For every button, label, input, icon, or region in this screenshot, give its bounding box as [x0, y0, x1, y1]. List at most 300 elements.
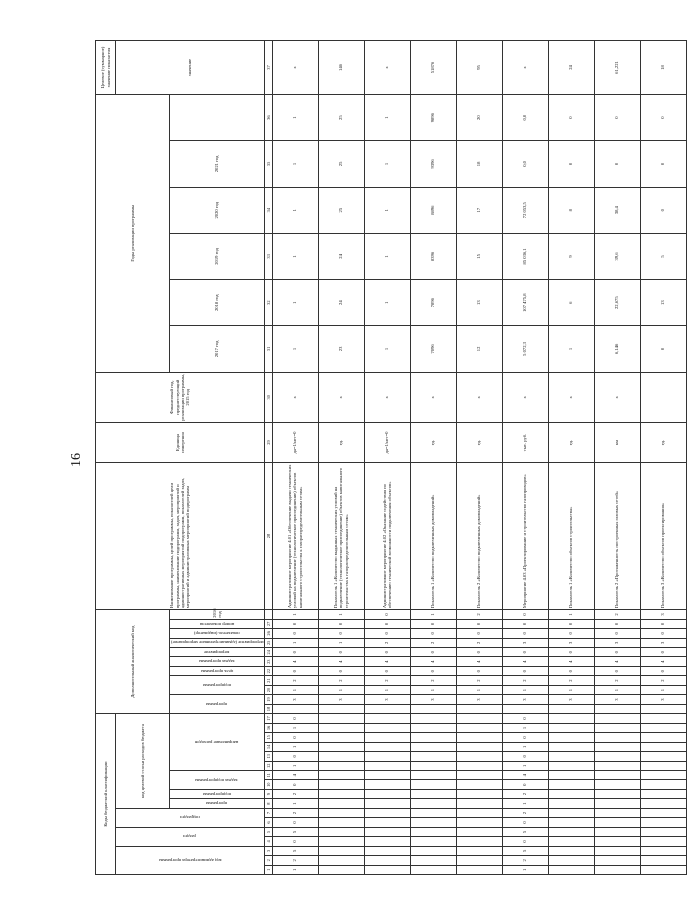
row-y2019-cell: 25	[318, 187, 364, 233]
column-number: 3	[264, 846, 272, 855]
page-number: 16	[69, 453, 84, 467]
code-cell	[594, 752, 640, 761]
code-cell	[410, 771, 456, 780]
code-cell: 2	[456, 610, 502, 620]
code-cell	[594, 771, 640, 780]
code-cell: 0	[502, 837, 548, 846]
code-cell	[594, 742, 640, 751]
code-cell: 2	[272, 808, 318, 817]
code-cell: 1	[502, 865, 548, 874]
code-cell: 2	[318, 676, 364, 685]
table-row	[456, 41, 502, 875]
row-unit-cell: ед.	[548, 423, 594, 463]
code-cell	[456, 714, 502, 724]
table-row	[502, 41, 548, 875]
code-cell: 0	[410, 648, 456, 657]
code-cell: 0	[272, 780, 318, 789]
row-y2019-cell: 0	[640, 187, 686, 233]
header-col-extra-5	[170, 619, 265, 628]
column-number: 26	[264, 629, 272, 638]
code-cell	[548, 837, 594, 846]
row-y2020-cell: 0	[594, 141, 640, 187]
code-cell	[640, 865, 686, 874]
code-cell: 1	[548, 685, 594, 694]
header-col-extra-4	[170, 629, 265, 638]
column-number: 22	[264, 666, 272, 675]
row-y2017-cell: 107 475,8	[502, 280, 548, 326]
header-year-2018: 2018 год	[170, 280, 265, 326]
column-number: 31	[264, 326, 272, 372]
code-cell: 0	[410, 629, 456, 638]
code-cell: 0	[272, 629, 318, 638]
code-cell	[548, 704, 594, 713]
table-row	[318, 41, 364, 875]
code-cell	[318, 704, 364, 713]
header-col-program-text: программа	[206, 801, 228, 807]
column-number: 19	[264, 695, 272, 704]
row-name-cell: Показатель 1 «Количество подключенных домовладений»	[410, 462, 456, 609]
column-number: 27	[264, 619, 272, 628]
code-cell	[640, 799, 686, 808]
code-cell	[364, 808, 410, 817]
column-number: 32	[264, 280, 272, 326]
row-y2020-cell: 25	[318, 141, 364, 187]
code-cell	[640, 837, 686, 846]
row-y2017-cell: 1	[364, 280, 410, 326]
header-col-main-activity	[170, 771, 265, 790]
row-unit-cell: тыс. руб.	[502, 423, 548, 463]
code-cell: 0	[502, 619, 548, 628]
code-cell: 3	[640, 638, 686, 647]
table-row	[640, 41, 686, 875]
header-col-extra-1-text: задача программы	[198, 659, 235, 665]
code-cell: 4	[456, 657, 502, 666]
code-cell	[364, 723, 410, 732]
code-cell	[364, 771, 410, 780]
code-cell: 1	[272, 799, 318, 808]
code-cell: 0	[456, 648, 502, 657]
column-number: 34	[264, 187, 272, 233]
header-year-2019: 2019 год	[170, 233, 265, 279]
code-cell	[548, 799, 594, 808]
code-cell: 1	[640, 685, 686, 694]
code-cell	[410, 818, 456, 827]
code-cell	[410, 789, 456, 798]
code-cell: 0	[272, 619, 318, 628]
row-y2019-cell: 72 053,5	[502, 187, 548, 233]
row-y2021-cell: 0	[548, 95, 594, 141]
row-y2017-cell: 24	[318, 280, 364, 326]
code-cell: 2	[548, 676, 594, 685]
code-cell: 0	[272, 837, 318, 846]
row-unit-cell: ед.	[318, 423, 364, 463]
code-cell	[456, 752, 502, 761]
code-cell: 4	[410, 657, 456, 666]
row-y2020-cell: 0	[640, 141, 686, 187]
code-cell	[364, 714, 410, 724]
row-finance-cell: х	[456, 372, 502, 422]
header-budget-codes: Коды бюджетной классификации	[96, 714, 116, 875]
code-cell	[318, 827, 364, 836]
code-cell	[364, 865, 410, 874]
column-number: 36	[264, 95, 272, 141]
code-cell	[318, 789, 364, 798]
code-cell: 1	[502, 685, 548, 694]
code-cell: 4	[272, 771, 318, 780]
row-y2020-cell: 9396	[410, 141, 456, 187]
code-cell	[318, 808, 364, 817]
code-cell: 4	[502, 657, 548, 666]
code-cell: 1	[272, 610, 318, 620]
code-cell	[364, 827, 410, 836]
header-finance: Финансовый год, предшествующий реализации программы, 2015 год	[96, 372, 265, 422]
code-cell: 0	[456, 666, 502, 675]
code-cell	[548, 846, 594, 855]
column-number: 1	[264, 865, 272, 874]
code-cell	[318, 752, 364, 761]
column-number: 8	[264, 799, 272, 808]
code-cell	[640, 771, 686, 780]
code-cell: 1	[502, 799, 548, 808]
column-number: 30	[264, 372, 272, 422]
code-cell	[594, 846, 640, 855]
table-row	[594, 41, 640, 875]
row-y2017-cell: 13	[456, 280, 502, 326]
code-cell	[548, 733, 594, 742]
row-finance-cell	[640, 372, 686, 422]
row-final-cell: х	[502, 41, 548, 95]
row-y2020-cell: 0	[548, 141, 594, 187]
code-cell: 3	[594, 638, 640, 647]
row-finance-cell: х	[318, 372, 364, 422]
row-y2019-cell: 1	[272, 187, 318, 233]
header-section-text: раздел	[183, 834, 197, 840]
code-cell: 0	[594, 619, 640, 628]
column-number: 13	[264, 752, 272, 761]
row-y2016-cell: 1	[364, 326, 410, 372]
code-cell	[640, 723, 686, 732]
header-col-task	[170, 666, 265, 675]
code-cell: 0	[410, 619, 456, 628]
code-cell: 0	[548, 629, 594, 638]
code-cell	[548, 723, 594, 732]
code-cell	[318, 742, 364, 751]
column-number: 5	[264, 827, 272, 836]
code-cell	[410, 837, 456, 846]
code-cell: 1	[272, 723, 318, 732]
header-admin-code-text: код администратора программы	[158, 857, 222, 863]
table-row	[548, 41, 594, 875]
code-cell: 1	[456, 685, 502, 694]
column-number: 16	[264, 723, 272, 732]
header-col-activity-dir	[170, 714, 265, 771]
code-cell	[640, 742, 686, 751]
program-indicators-table	[95, 40, 687, 875]
code-cell: 5	[272, 827, 318, 836]
table-row	[410, 41, 456, 875]
row-unit-cell: км	[594, 423, 640, 463]
header-section	[116, 827, 265, 846]
row-y2017-cell: 1	[272, 280, 318, 326]
row-y2020-cell: 1	[272, 141, 318, 187]
row-name-cell: Показатель 3 «Количество объектов проектирования»	[640, 462, 686, 609]
column-number: 28	[264, 462, 272, 609]
header-extra-code: Дополнительный аналитический код	[96, 610, 170, 714]
row-y2018-cell: 39,6	[594, 233, 640, 279]
code-cell	[502, 704, 548, 713]
code-cell	[594, 856, 640, 865]
header-col-subprogram	[170, 789, 265, 798]
column-number: 29	[264, 423, 272, 463]
row-y2018-cell: 24	[318, 233, 364, 279]
row-finance-cell: х	[594, 372, 640, 422]
column-number: 10	[264, 780, 272, 789]
row-unit-cell: ед.	[410, 423, 456, 463]
header-year-2021: 2021 год	[170, 141, 265, 187]
header-col-subprogram-code-text: подпрограмма	[202, 683, 231, 688]
code-cell: 1	[318, 638, 364, 647]
code-cell	[364, 818, 410, 827]
code-cell: 1	[272, 638, 318, 647]
code-cell	[318, 723, 364, 732]
header-col-subprogram-text: подпрограмма	[202, 791, 231, 797]
row-y2016-cell: 12	[456, 326, 502, 372]
code-cell: 0	[318, 648, 364, 657]
row-final-cell: 24	[548, 41, 594, 95]
code-cell	[456, 780, 502, 789]
header-col-extra-5-text: номер показателя	[199, 621, 234, 627]
code-cell: 3	[502, 695, 548, 704]
column-number: 4	[264, 837, 272, 846]
code-cell	[640, 752, 686, 761]
code-cell	[456, 723, 502, 732]
column-number: 12	[264, 761, 272, 770]
code-cell	[364, 733, 410, 742]
column-number: 11	[264, 771, 272, 780]
code-cell	[594, 808, 640, 817]
code-cell	[318, 856, 364, 865]
code-cell: 1	[548, 610, 594, 620]
code-cell: 3	[318, 695, 364, 704]
column-number: 20	[264, 685, 272, 694]
column-number: 6	[264, 818, 272, 827]
header-subsection-text: подраздел	[179, 815, 200, 821]
header-col-activity-dir-text: направление расходов	[195, 739, 239, 745]
code-cell	[410, 704, 456, 713]
code-cell: 0	[594, 629, 640, 638]
code-cell	[456, 827, 502, 836]
code-cell	[410, 865, 456, 874]
code-cell	[548, 780, 594, 789]
header-col-program-code-text: программа	[206, 701, 228, 707]
code-cell	[318, 771, 364, 780]
row-unit-cell: да=1/нет=0	[272, 423, 318, 463]
code-cell	[364, 742, 410, 751]
code-cell	[318, 799, 364, 808]
code-cell: 4	[318, 657, 364, 666]
code-cell	[594, 799, 640, 808]
code-cell: 0	[318, 629, 364, 638]
row-name-cell: Показатель 2 «Протяженность построенных газовых сетей»	[594, 462, 640, 609]
column-number: 14	[264, 742, 272, 751]
row-name-cell: Показатель 1 «Количество объектов строительства»	[548, 462, 594, 609]
code-cell: 2	[272, 856, 318, 865]
row-y2021-cell: 0,0	[502, 95, 548, 141]
code-cell	[410, 733, 456, 742]
code-cell	[364, 789, 410, 798]
code-cell: 1	[318, 610, 364, 620]
column-number: 9	[264, 789, 272, 798]
code-cell: 3	[640, 695, 686, 704]
row-y2018-cell: 1	[364, 233, 410, 279]
code-cell	[318, 846, 364, 855]
column-number: 24	[264, 648, 272, 657]
code-cell	[640, 714, 686, 724]
row-y2021-cell: 0	[594, 95, 640, 141]
row-y2018-cell: 1	[272, 233, 318, 279]
code-cell	[410, 827, 456, 836]
column-number: 21	[264, 676, 272, 685]
code-cell	[456, 856, 502, 865]
column-number-row	[264, 41, 272, 875]
code-cell: 2	[456, 676, 502, 685]
code-cell: 0	[548, 666, 594, 675]
row-y2021-cell: 1	[364, 95, 410, 141]
code-cell	[548, 714, 594, 724]
code-cell: 4	[640, 657, 686, 666]
column-number: 25	[264, 638, 272, 647]
row-y2021-cell: 0	[640, 95, 686, 141]
code-cell: 0	[456, 629, 502, 638]
column-number: 15	[264, 733, 272, 742]
row-finance-cell: х	[410, 372, 456, 422]
code-cell	[640, 856, 686, 865]
row-final-cell: 146	[318, 41, 364, 95]
code-cell	[640, 808, 686, 817]
code-cell: 0	[502, 780, 548, 789]
code-cell: 0	[364, 666, 410, 675]
code-cell: 0	[640, 648, 686, 657]
code-cell	[640, 733, 686, 742]
row-y2020-cell: 0,0	[502, 141, 548, 187]
row-unit-cell: ед.	[640, 423, 686, 463]
header-col-extra-3	[170, 638, 265, 647]
header-final-value: значение	[116, 41, 265, 95]
code-cell: 0	[502, 733, 548, 742]
code-cell	[548, 865, 594, 874]
code-cell: 1	[410, 610, 456, 620]
code-cell	[410, 752, 456, 761]
code-cell	[456, 808, 502, 817]
header-col-subprogram-code	[170, 676, 265, 695]
row-final-cell: 61,221	[594, 41, 640, 95]
row-name-cell: Показатель 2 «Количество подключенных домовладений»	[456, 462, 502, 609]
code-cell	[410, 780, 456, 789]
code-cell: 2	[410, 638, 456, 647]
table-row	[272, 41, 318, 875]
code-cell: 2	[640, 676, 686, 685]
code-cell	[548, 789, 594, 798]
code-cell: 0	[502, 648, 548, 657]
code-cell: 0	[502, 666, 548, 675]
code-cell: 2	[594, 676, 640, 685]
code-cell	[364, 846, 410, 855]
column-number: 37	[264, 41, 272, 95]
code-cell	[456, 733, 502, 742]
row-y2018-cell: 8396	[410, 233, 456, 279]
code-cell: 0	[318, 619, 364, 628]
code-cell	[594, 827, 640, 836]
code-cell: 0	[594, 648, 640, 657]
row-unit-cell: ед.	[456, 423, 502, 463]
code-cell: 0	[272, 714, 318, 724]
code-cell	[364, 761, 410, 770]
header-col-program-code	[170, 695, 265, 714]
column-number: 35	[264, 141, 272, 187]
code-cell	[456, 771, 502, 780]
code-cell	[640, 818, 686, 827]
row-y2019-cell: 17	[456, 187, 502, 233]
row-y2017-cell: 7896	[410, 280, 456, 326]
code-cell: 2	[272, 676, 318, 685]
column-number	[264, 610, 272, 620]
code-cell: 2	[272, 789, 318, 798]
row-y2019-cell: 38,4	[594, 187, 640, 233]
code-cell	[318, 818, 364, 827]
code-cell: 0	[502, 752, 548, 761]
code-cell	[318, 865, 364, 874]
code-cell	[456, 865, 502, 874]
code-cell	[594, 837, 640, 846]
code-cell: 0	[502, 714, 548, 724]
code-cell	[640, 846, 686, 855]
code-cell	[272, 704, 318, 713]
code-cell	[456, 742, 502, 751]
code-cell: 0	[548, 648, 594, 657]
code-cell: 1	[272, 761, 318, 770]
code-cell	[456, 818, 502, 827]
header-name: Наименование программы, целей программы, показателей цели программы, наименование подпрограмм, задач, мероприятий и административных мероприятий подпрограмм, показателей задач, мероприятий и административных мероприятий подпрограмм	[96, 462, 265, 609]
code-cell: 3	[272, 695, 318, 704]
code-cell: 4	[594, 657, 640, 666]
code-cell: 4	[502, 771, 548, 780]
code-cell	[640, 789, 686, 798]
row-name-cell: Административное мероприятие 4.01 «Обеспечение выдачи технических условий на подключение (технологическое присоединение) объектов капитального строительства к газораспределительным сетям»	[272, 462, 318, 609]
code-cell	[456, 837, 502, 846]
code-cell	[594, 780, 640, 789]
header-subsection	[116, 808, 265, 827]
code-cell	[410, 856, 456, 865]
code-cell: 0	[272, 648, 318, 657]
code-cell: 0	[640, 666, 686, 675]
code-cell	[364, 780, 410, 789]
code-cell	[594, 714, 640, 724]
code-cell: 0	[272, 818, 318, 827]
code-cell: 2	[364, 676, 410, 685]
code-cell: 3	[364, 695, 410, 704]
code-cell: 0	[640, 619, 686, 628]
header-col-extra-2	[170, 648, 265, 657]
row-unit-cell: да=1/нет=0	[364, 423, 410, 463]
code-cell: 5	[502, 846, 548, 855]
code-cell	[548, 818, 594, 827]
header-admin-code	[116, 846, 265, 874]
code-cell: 1	[594, 685, 640, 694]
header-row-groups	[96, 41, 116, 875]
row-name-cell: Мероприятие 4.03 «Проектирование и строительство газопроводов»	[502, 462, 548, 609]
row-finance-cell: х	[364, 372, 410, 422]
code-cell: 2	[502, 789, 548, 798]
